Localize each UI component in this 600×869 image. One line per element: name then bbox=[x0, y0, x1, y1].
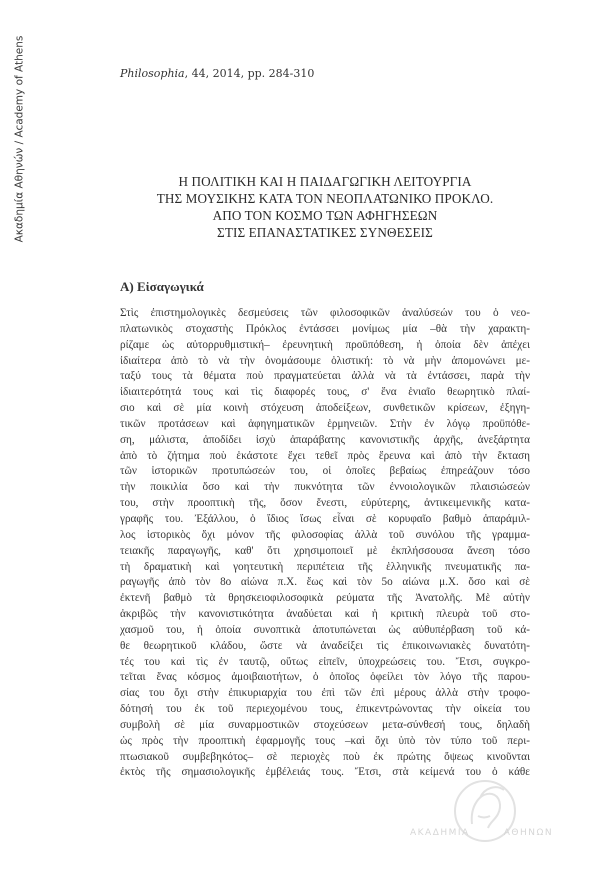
body-line: ἐκτὸς τῆς σημασιολογικῆς ἐμβέλειάς τους. Ἔτσι, στὰ κείμενά του ὁ κάθε bbox=[120, 766, 530, 779]
body-line: θε θεωρητικοῦ κλάδου, ὥστε νὰ ἀναδείξει τὶς ἐπικοινωνιακὲς δυνατότη- bbox=[120, 639, 530, 652]
archive-side-label bbox=[2, 14, 36, 264]
body-text bbox=[120, 306, 530, 781]
archive-side-label-text: Ακαδημία Αθηνών / Academy of Athens bbox=[13, 35, 26, 243]
body-line: τὴν ποικιλία ὅσο καὶ τὴν πυκνότητα τῶν ἐννοιολογικῶν πλαισιώσεών bbox=[120, 481, 530, 494]
body-line: γραφῆς του. Ἐξάλλου, ὁ ἴδιος ἴσως εἶναι σὲ κορυφαῖο βαθμὸ ἀπαράμιλ- bbox=[120, 512, 530, 525]
body-line: σιο καὶ σὲ μία κοινὴ στόχευση ἀποδείξεων, συνθετικῶν κρίσεων, ἐξηγη- bbox=[120, 402, 530, 415]
watermark-left-text: ΑΚΑΔΗΜΙΑ bbox=[410, 828, 470, 838]
body-line: ταξύ τους τὰ θέματα ποὺ πραγματεύεται ἀλλὰ νὰ τὰ ἐντάσσει, παρὰ τὴν bbox=[120, 370, 530, 383]
body-line: χασμοῦ του, ἡ ὁποία συνοπτικὰ ἀποτυπώνεται ὡς αὐθυπέρβαση τοῦ κά- bbox=[120, 623, 530, 636]
body-line: ρίζαμε ὡς αὐτορρυθμιστική– ἐρευνητικὴ προϋπόθεση, ἡ ὁποία δὲν ἀπέχει bbox=[120, 338, 530, 351]
body-line: του, στὴν προοπτικὴ τῆς, ὅσον ἔνεστι, εὐρύτερης, ἀντικειμενικῆς κατα- bbox=[120, 497, 530, 510]
body-line: ἐκτενῆ βαθμὸ τὰ θρησκειοφιλοσοφικὰ ρεύματα τῆς Ἀνατολῆς. Μὲ αὐτὴν bbox=[120, 592, 530, 605]
body-line: Στὶς ἐπιστημολογικὲς δεσμεύσεις τῶν φιλοσοφικῶν ἀναλύσεών του ὁ νεο- bbox=[120, 307, 530, 319]
body-line: τικῶν προτάσεων καὶ ἀφηγηματικῶν ἑρμηνειῶν. Στὴν ἐν λόγῳ προϋπόθε- bbox=[120, 417, 530, 430]
academy-watermark bbox=[410, 828, 587, 838]
body-line: λος ἱστορικὸς ὄχι μόνον τῆς φιλοσοφίας ἀλλὰ τοῦ συνόλου τῆς γραμμα- bbox=[120, 528, 530, 541]
article-title bbox=[120, 173, 530, 241]
body-line: ὡς πρὸς τὴν προοπτικὴ ἐφαρμογῆς τους –καὶ ὄχι ὑπὸ τὸν τύπο τοῦ περι- bbox=[120, 734, 530, 747]
body-line: ἀπὸ τὸ ζήτημα ποὺ ἑκάστοτε ἔχει τεθεῖ πρὸς ἔρευνα καὶ ἀπὸ τὴν ἔκταση bbox=[120, 449, 530, 462]
title-line: ΑΠΟ ΤΟΝ ΚΟΣΜΟ ΤΩΝ ΑΦΗΓΗΣΕΩΝ bbox=[212, 208, 438, 223]
journal-citation bbox=[120, 67, 314, 80]
body-line: πλατωνικὸς στοχαστὴς Πρόκλος ἐντάσσει μονίμως μία –θὰ τὴν χαρακτη- bbox=[120, 322, 530, 335]
body-line: τὴ δραματικὴ καὶ γοητευτικὴ περιπέτεια τῆς ἑλληνικῆς πνευματικῆς πα- bbox=[120, 560, 530, 573]
title-line: ΣΤΙΣ ΕΠΑΝΑΣΤΑΤΙΚΕΣ ΣΥΝΘΕΣΕΙΣ bbox=[217, 225, 433, 240]
body-line: συμβολὴ σὲ μία συναρμοστικῶν στοχεύσεων μετα-σύνθεσή τους, δηλαδὴ bbox=[120, 718, 530, 731]
journal-volume-pages: , 44, 2014, pp. 284-310 bbox=[184, 67, 315, 80]
title-line: ΤΗΣ ΜΟΥΣΙΚΗΣ ΚΑΤΑ ΤΟΝ ΝΕΟΠΛΑΤΩΝΙΚΟ ΠΡΟΚΛΟ. bbox=[156, 191, 494, 206]
body-line: πτωσιακοῦ συμβεβηκότος– σὲ περιοχὲς ποὺ ἐκ πρώτης ὄψεως κινοῦνται bbox=[120, 750, 530, 763]
body-line: σίας του ὄχι στὴν ἐπικυριαρχία του ἐπὶ τῶν ἐπὶ μέρους ἀλλὰ στὴν τροφο- bbox=[120, 687, 530, 700]
body-line: τές του καὶ τὶς ἐν ταυτῷ, οὕτως εἰπεῖν, ὑποχρεώσεις του. Ἔτσι, συγκρο- bbox=[120, 655, 530, 668]
journal-name: Philosophia bbox=[120, 67, 185, 80]
watermark-right-text: ΑΘΗΝΩΝ bbox=[503, 828, 554, 838]
section-heading: Α) Εἰσαγωγικά bbox=[120, 279, 204, 294]
body-line: ἰδιαιτερότητά τους καὶ τὶς διαφορές τους, σ' ἕνα ἑνιαῖο θεωρητικὸ πλαί- bbox=[120, 386, 530, 399]
body-line: δότησή του ἐκ τοῦ περιεχομένου τους, ἐπικεντρώνοντας τὴν οἰκεία του bbox=[120, 703, 530, 716]
body-line: τειακῆς παραγωγῆς, καθ' ὅτι χρησιμοποιεῖ μὲ ἐκπλήσσουσα ἄνεση τόσο bbox=[120, 544, 530, 557]
body-line: τεῖται ἕνας κόσμος ἀμοιβαιοτήτων, ὁ ὁποῖος ὀφείλει τὸν λόγο τῆς παρου- bbox=[120, 671, 530, 684]
title-line: Η ΠΟΛΙΤΙΚΗ ΚΑΙ Η ΠΑΙΔΑΓΩΓΙΚΗ ΛΕΙΤΟΥΡΓΙΑ bbox=[178, 174, 472, 189]
body-line: ραγωγῆς ἀπὸ τὸν 8ο αἰώνα π.Χ. ἕως καὶ τὸν 5ο αἰώνα μ.Χ. ὅσο καὶ σὲ bbox=[120, 576, 530, 589]
body-line: ση, μάλιστα, ἀποδίδει ἰσχὺ ἀπαράβατης κανονιστικῆς ἀρχῆς, ἀνεξάρτητα bbox=[120, 433, 530, 446]
body-line: τῶν ἱστορικῶν προτυπώσεών του, οἱ ὁποῖες βεβαίως ἐπηρεάζουν τόσο bbox=[120, 465, 530, 478]
body-line: ἀκριβῶς τὴν κανονιστικότητα ἀναδύεται καὶ ἡ κριτικὴ πλευρὰ τοῦ στο- bbox=[120, 608, 530, 621]
body-line: ἰδιαίτερα ἀπὸ τὸ νὰ τὴν ὀνομάσουμε ὁλιστική: τὸ νὰ μὴν ἀπομονώνει με- bbox=[120, 354, 530, 367]
